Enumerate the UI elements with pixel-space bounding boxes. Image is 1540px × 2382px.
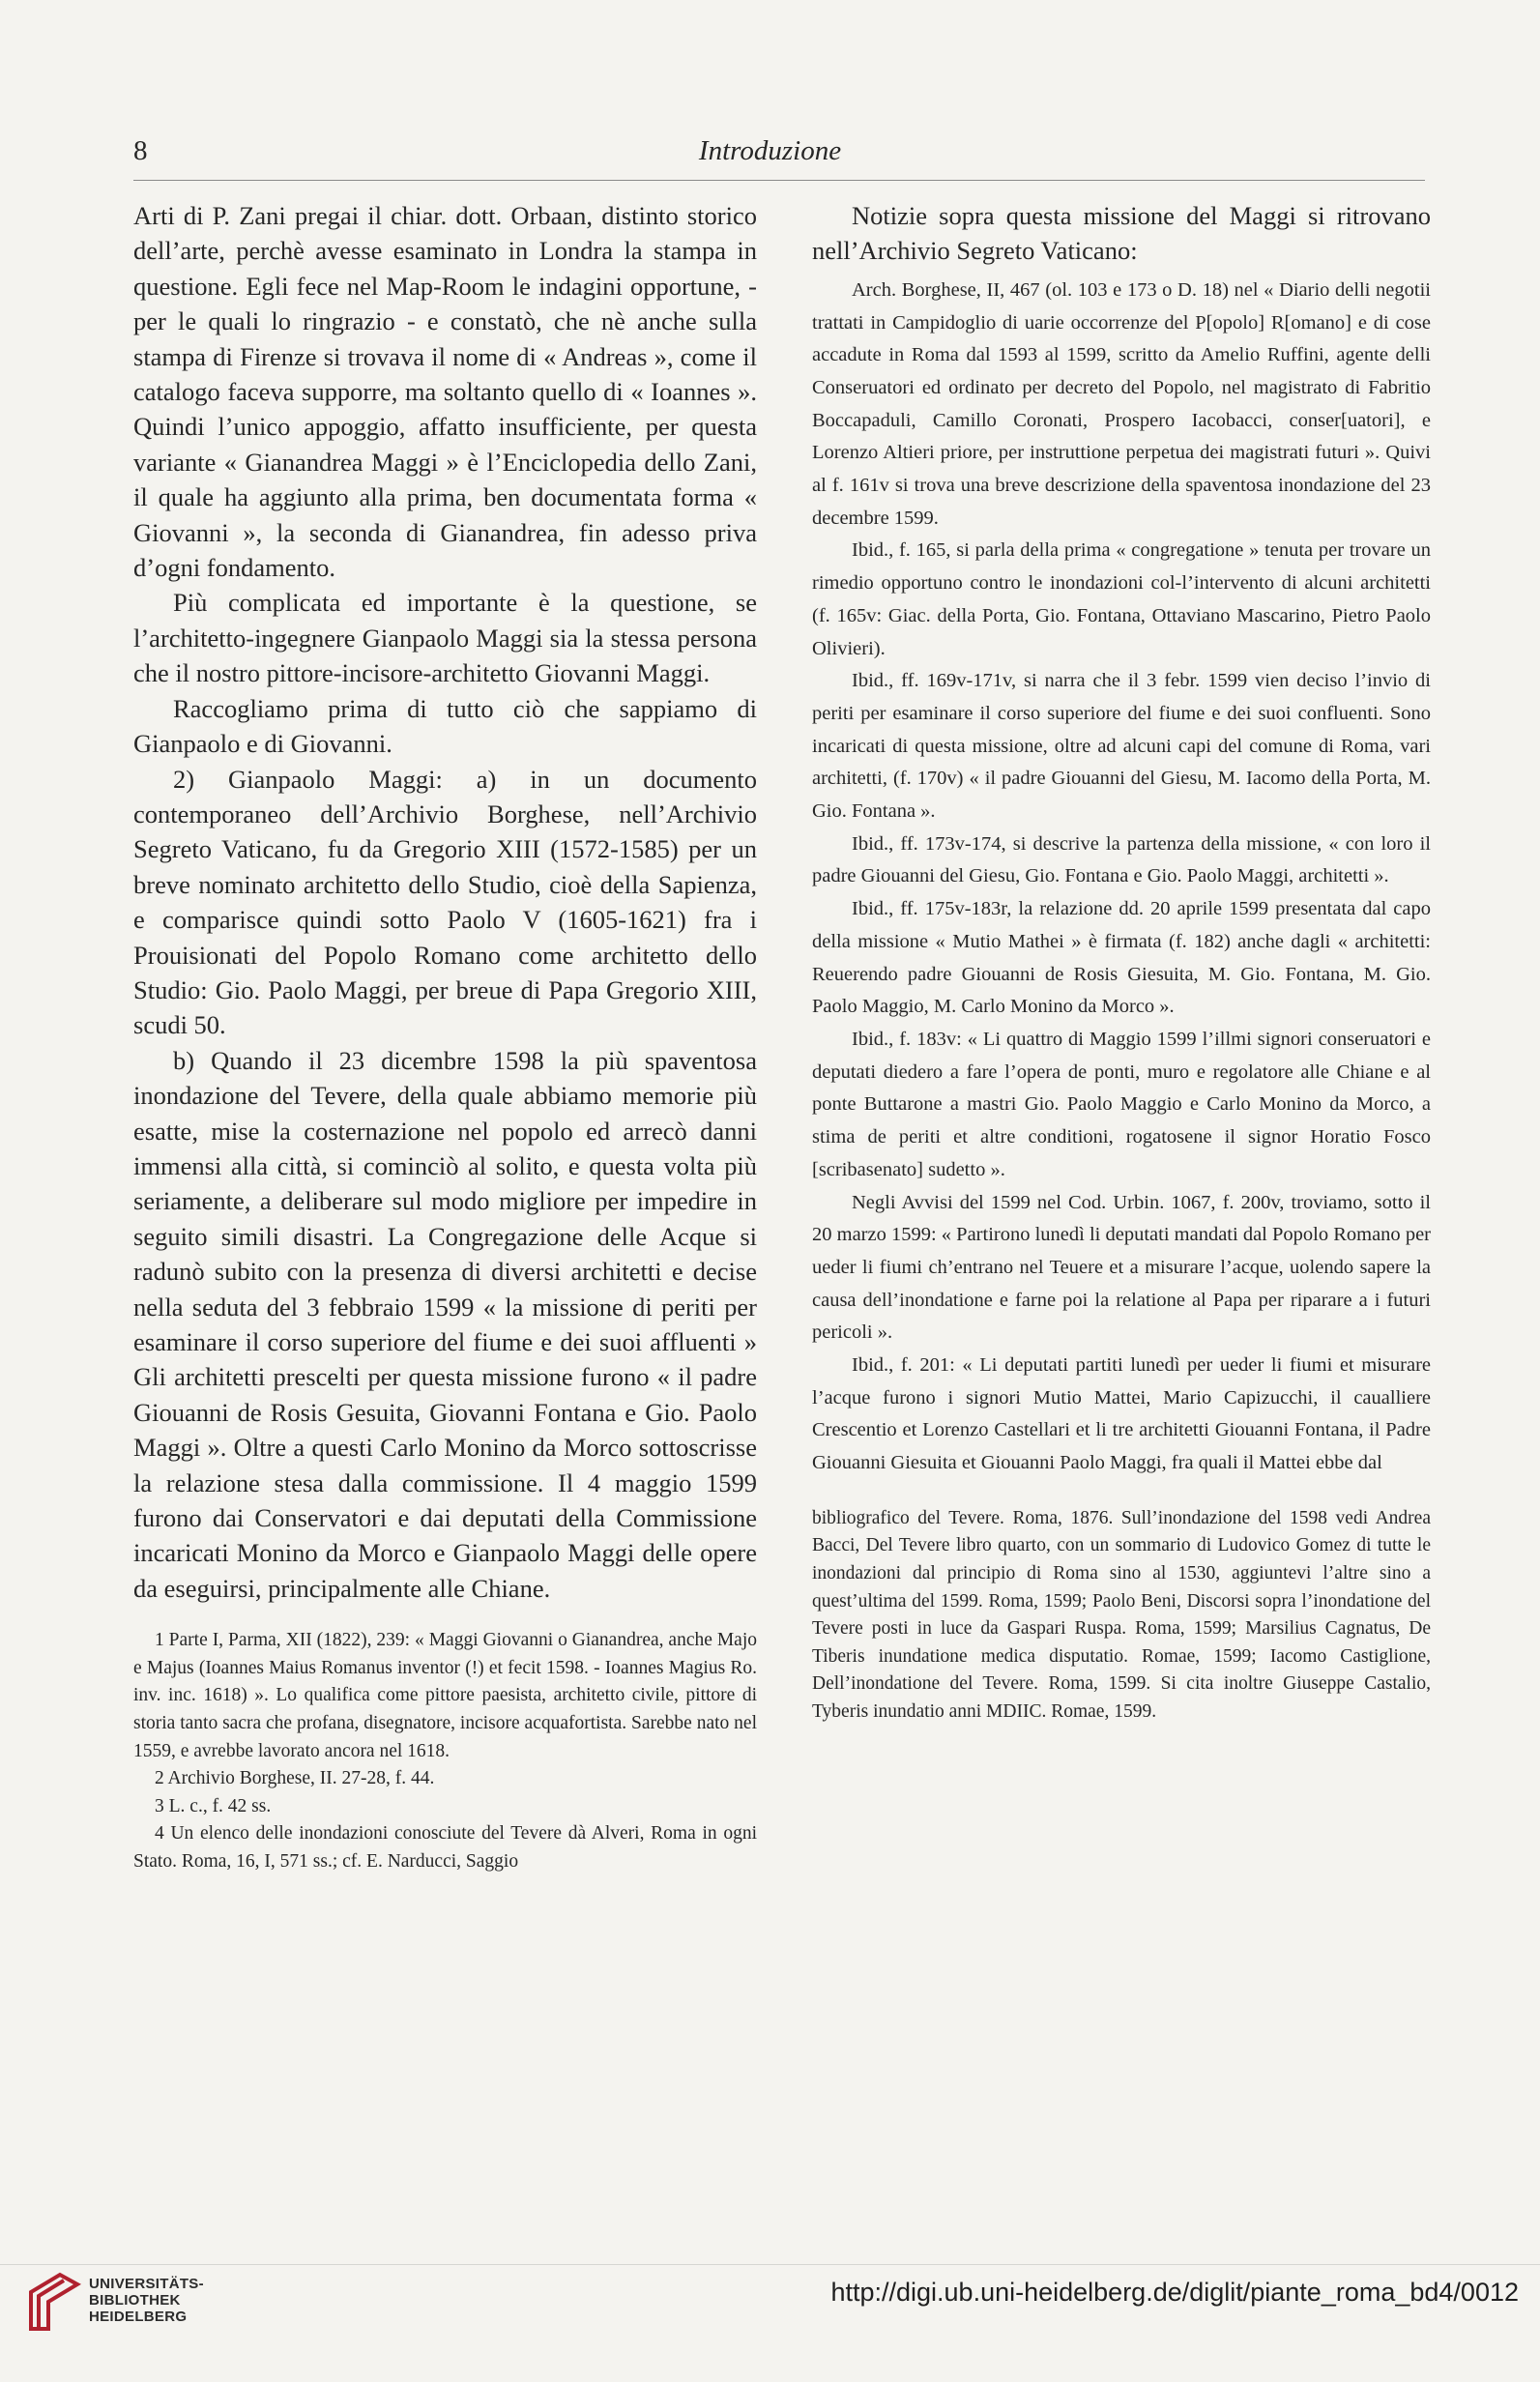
footer-divider xyxy=(0,2264,1540,2265)
library-name-line: HEIDELBERG xyxy=(89,2309,188,2325)
footnote: 3 L. c., f. 42 ss. xyxy=(155,1795,272,1816)
archive-note: Ibid., f. 165, si parla della prima « congregatione » tenuta per trovare un rimedio opportuno contro le inondazioni col-l’intervento di alcuni architetti (f. 165v: Giac. della Porta, Gio. Fontana, Ottaviano Mascarino, Pietro Paolo Olivieri). xyxy=(812,539,1431,659)
footnote: 2 Archivio Borghese, II. 27-28, f. 44. xyxy=(155,1768,435,1789)
running-head: Introduzione xyxy=(698,135,842,166)
footnote: 4 Un elenco delle inondazioni conosciute del Tevere dà Alveri, Roma in ogni Stato. Roma, 16, I, 571 ss.; cf. E. Narducci, Saggio xyxy=(133,1823,757,1872)
archive-note: Negli Avvisi del 1599 nel Cod. Urbin. 1067, f. 200v, troviamo, sotto il 20 marzo 1599: « Partirono lunedì li deputati mandati dal Popolo Romano per ueder li fiumi ch’entrano nel Teuere et a misurare l’acque, uolendo sapere la causa dell’inondatione e farne poi la relatione al Papa per riparare a i futuri pericoli ». xyxy=(812,1191,1431,1344)
archive-note: Arch. Borghese, II, 467 (ol. 103 e 173 o D. 18) nel « Diario delli negotii trattati in Campidoglio di uarie occorrenze del P[opolo] R[omano] e di cose accadute in Roma dal 1593 al 1599, scritto da Amelio Ruffini, agente delli Conseruatori ed ordinato per decreto del Popolo, nel magistrato di Fabritio Boccapaduli, Camillo Coronati, Prospero Iacobacci, conser[uatori], e Lorenzo Altieri priore, per instruttione perpetua dei magistrati futuri ». Quivi al f. 161v si trova una breve descrizione della spaventosa inondazione del 23 decembre 1599. xyxy=(812,278,1431,529)
library-name xyxy=(89,2276,204,2325)
library-name-line: BIBLIOTHEK xyxy=(89,2292,181,2309)
body-paragraph: b) Quando il 23 dicembre 1598 la più spaventosa inondazione del Tevere, della quale abbiamo memorie più esatte, mise la costernazione nel popolo ed arrecò danni immensi alla città, si cominciò al solito, e questa volta più seriamente, a deliberare sul modo migliore per impedire in seguito simili disastri. La Congregazione delle Acque si radunò subito con la presenza di diversi architetti e decise nella seduta del 3 febbraio 1599 « la missione di periti per esaminare il corso superiore del fiume e dei suoi affluenti » Gli architetti prescelti per questa missione furono « il padre Giouanni de Rosis Gesuita, Giovanni Fontana e Gio. Paolo Maggi ». Oltre a questi Carlo Monino da Morco sottoscrisse la relazione stesa dalla commissione. Il 4 maggio 1599 furono dai Conservatori e dai deputati della Commissione incaricati Monino da Morco e Gianpaolo Maggi delle opere da eseguirsi, principalmente alle Chiane. xyxy=(133,1045,757,1603)
body-paragraph: Raccogliamo prima di tutto ciò che sappiamo di Gianpaolo e di Giovanni. xyxy=(133,693,757,759)
right-column xyxy=(812,198,1431,1727)
left-column xyxy=(133,198,757,1876)
archive-note: Ibid., f. 201: « Li deputati partiti lunedì per ueder li fiumi et misurare l’acque furono i signori Mutio Mattei, Mario Capizucchi, il caualliere Crescentio et Lorenzo Castellari et li tre architetti Giouanni Fontana, il Padre Giouanni Giesuita et Giouanni Paolo Maggi, fra quali il Mattei ebbe dal xyxy=(812,1354,1431,1474)
body-paragraph: Arti di P. Zani pregai il chiar. dott. Orbaan, distinto storico dell’arte, perchè avesse esaminato in Londra la stampa in questione. Egli fece nel Map-Room le indagini opportune, - per le quali lo ringrazio - e constatò, che nè anche sulla stampa di Firenze si trovava il nome di « Andreas », come il catalogo faceva supporre, ma soltanto quello di « Ioannes ». Quindi l’unico appoggio, affatto insufficiente, per questa variante « Gianandrea Maggi » è l’Enciclopedia dello Zani, il quale ha aggiunto alla prima, ben documentata forma « Giovanni », la seconda di Gianandrea, fin adesso priva d’ogni fondamento. xyxy=(133,201,757,583)
footnote: bibliografico del Tevere. Roma, 1876. Sull’inondazione del 1598 vedi Andrea Bacci, Del Tevere libro quarto, con un sommario di Ludovico Gomez di tutte le inondazioni dal principio di Roma sino al 1530, aggiuntevi l’altre sino a quest’ultima del 1599. Roma, 1599; Paolo Beni, Discorsi sopra l’inondatione del Tevere posti in luce da Gaspari Ruspa. Roma, 1599; Marsilius Cagnatus, De Tiberis inundatione medica disputatio. Romae, 1599; Iacomo Castiglione, Dell’inondatione del Tevere. Roma, 1599. Si cita inoltre Giuseppe Castalio, Tyberis inundatio anni MDIIC. Romae, 1599. xyxy=(812,1507,1431,1722)
library-logo-icon[interactable] xyxy=(21,2269,83,2337)
footnotes-continuation xyxy=(812,1505,1431,1727)
footnote: 1 Parte I, Parma, XII (1822), 239: « Maggi Giovanni o Gianandrea, anche Majo e Majus (Ioannes Maius Romanus inventor (!) et fecit 1598. - Ioannes Magius Ro. inv. inc. 1618) ». Lo qualifica come pittore paesista, architetto civile, pittore di storia tanto sacra che profana, disegnatore, incisore acquafortista. Sarebbe nato nel 1559, e avrebbe lavorato ancora nel 1618. xyxy=(133,1630,757,1761)
header-divider xyxy=(133,180,1425,181)
source-url-link[interactable]: http://digi.ub.uni-heidelberg.de/diglit/piante_roma_bd4/0012 xyxy=(830,2278,1519,2307)
page-number: 8 xyxy=(133,135,148,166)
archive-note: Ibid., ff. 169v-171v, si narra che il 3 febr. 1599 vien deciso l’invio di periti per esaminare il corso superiore del fiume e dei suoi confluenti. Sono incaricati di questa missione, oltre ad alcuni capi del comune di Roma, vari architetti, (f. 170v) « il padre Giouanni del Giesu, M. Iacomo della Porta, M. Gio. Fontana ». xyxy=(812,670,1431,823)
body-paragraph: 2) Gianpaolo Maggi: a) in un documento contemporaneo dell’Archivio Borghese, nell’Archivio Segreto Vaticano, fu da Gregorio XIII (1572-1585) per un breve nominato architetto dello Studio, cioè della Sapienza, e comparisce quindi sotto Paolo V (1605-1621) fra i Prouisionati del Popolo Romano come architetto dello Studio: Gio. Paolo Maggi, per breue di Papa Gregorio XIII, scudi 50. xyxy=(133,764,757,1040)
archive-note: Ibid., ff. 175v-183r, la relazione dd. 20 aprile 1599 presentata dal capo della missione « Mutio Mathei » è firmata (f. 182) anche dagli « architetti: Reuerendo padre Giouanni de Rosis Giesuita, M. Gio. Fontana, M. Gio. Paolo Maggio, M. Carlo Monino da Morco ». xyxy=(812,898,1431,1018)
archive-note: Ibid., ff. 173v-174, si descrive la partenza della missione, « con loro il padre Giouanni del Giesu, Gio. Fontana e Gio. Paolo Maggi, architetti ». xyxy=(812,832,1431,887)
body-paragraph: Notizie sopra questa missione del Maggi si ritrovano nell’Archivio Segreto Vaticano: xyxy=(812,201,1431,266)
body-paragraph: Più complicata ed importante è la questione, se l’architetto-ingegnere Gianpaolo Maggi sia la stessa persona che il nostro pittore-incisore-architetto Giovanni Maggi. xyxy=(133,588,757,688)
archive-note: Ibid., f. 183v: « Li quattro di Maggio 1599 l’illmi signori conseruatori e deputati diedero a fare l’opera de ponti, muro e regolatore alle Chiane e al ponte Buttarone a mastri Gio. Paolo Maggio e Carlo Monino da Morco, a stima de periti et altre conditioni, rogatosene il signor Horatio Fosco [scribasenato] sudetto ». xyxy=(812,1028,1431,1180)
library-name-line: UNIVERSITÄTS- xyxy=(89,2276,204,2292)
